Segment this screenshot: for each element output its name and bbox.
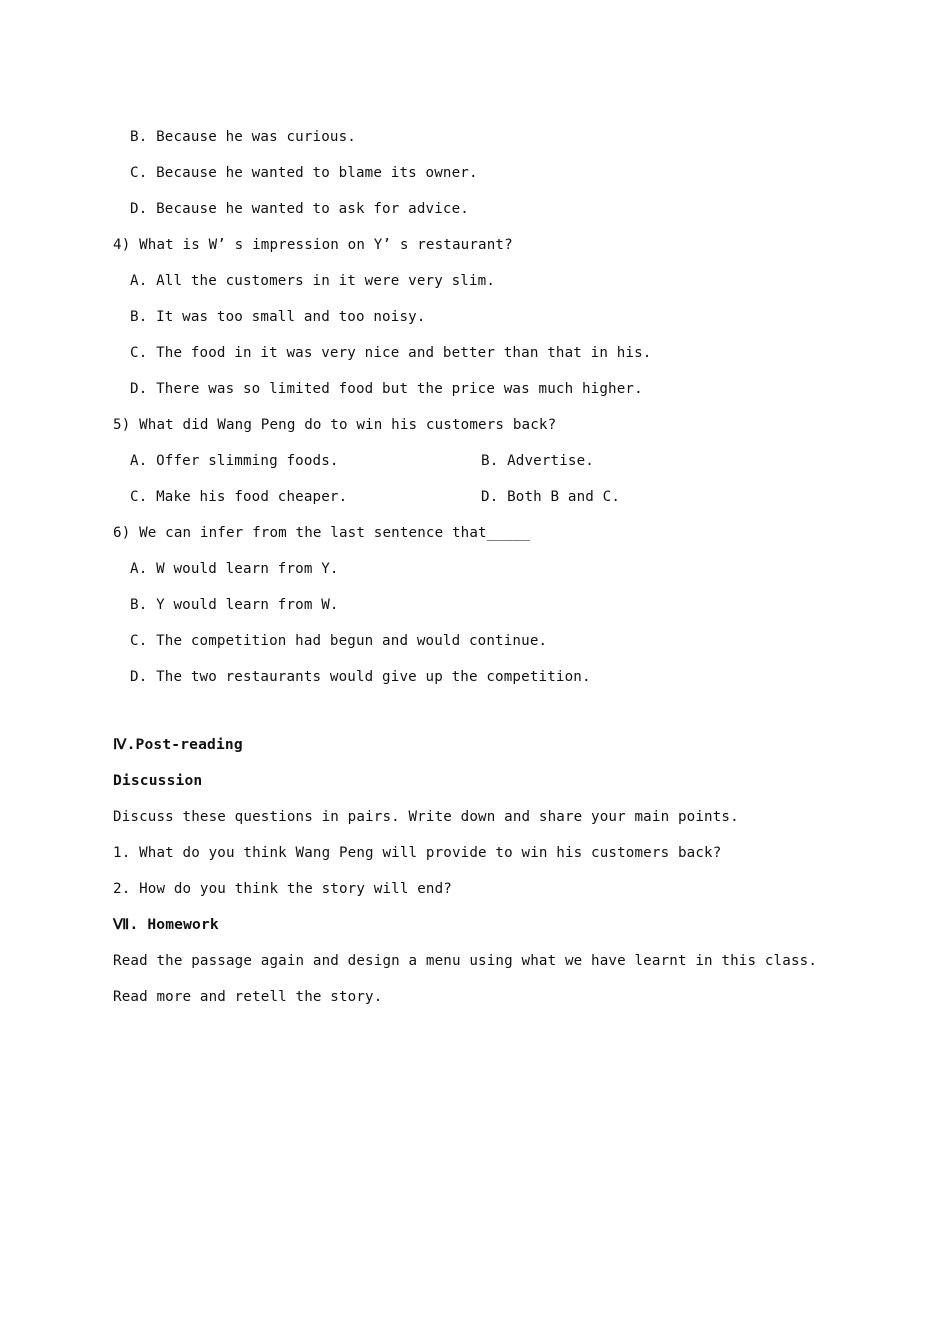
q5-option-d: D. Both B and C. — [481, 489, 621, 505]
q6-option-d: D. The two restaurants would give up the competition. — [130, 669, 591, 685]
homework-heading: Ⅶ. Homework — [113, 916, 219, 933]
q4-option-a: A. All the customers in it were very slim. — [130, 273, 496, 289]
q4-option-d: D. There was so limited food but the price was much higher. — [130, 381, 643, 397]
q6-option-b: B. Y would learn from W. — [130, 597, 339, 613]
discussion-subheading: Discussion — [113, 772, 203, 789]
q6-option-c: C. The competition had begun and would continue. — [130, 633, 548, 649]
q4-option-b: B. It was too small and too noisy. — [130, 309, 426, 325]
discussion-question-2: 2. How do you think the story will end? — [113, 881, 452, 897]
q5-option-a: A. Offer slimming foods. — [130, 453, 339, 469]
q5-option-b: B. Advertise. — [481, 453, 594, 469]
q5-option-c: C. Make his food cheaper. — [130, 489, 348, 505]
homework-line-1: Read the passage again and design a menu using what we have learnt in this class. — [113, 953, 818, 969]
q6-question: 6) We can infer from the last sentence that_____ — [113, 525, 531, 541]
discussion-question-1: 1. What do you think Wang Peng will provide to win his customers back? — [113, 845, 722, 861]
q6-option-a: A. W would learn from Y. — [130, 561, 339, 577]
q3-option-c: C. Because he wanted to blame its owner. — [130, 165, 478, 181]
q3-option-b: B. Because he was curious. — [130, 129, 356, 145]
q3-option-d: D. Because he wanted to ask for advice. — [130, 201, 469, 217]
q5-question: 5) What did Wang Peng do to win his customers back? — [113, 417, 557, 433]
q4-question: 4) What is W’ s impression on Y’ s restaurant? — [113, 237, 513, 253]
discussion-instruction: Discuss these questions in pairs. Write down and share your main points. — [113, 809, 739, 825]
post-reading-heading: Ⅳ.Post-reading — [113, 736, 243, 753]
homework-line-2: Read more and retell the story. — [113, 989, 383, 1005]
q4-option-c: C. The food in it was very nice and better than that in his. — [130, 345, 652, 361]
